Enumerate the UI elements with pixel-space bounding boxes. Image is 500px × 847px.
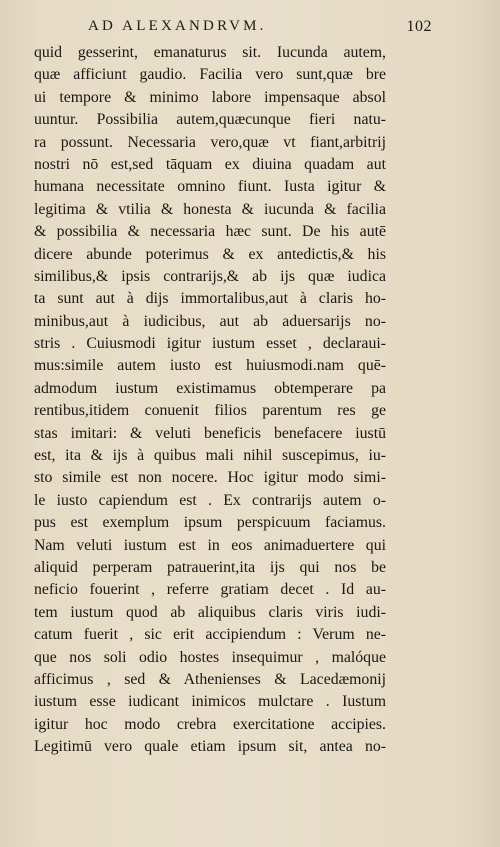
text-line: nostri nō est,sed tāquam ex diuina quadam aut bbox=[34, 155, 386, 173]
running-title: AD ALEXANDRVM. bbox=[88, 18, 267, 34]
text-line: uuntur. Possibilia autem,quæcunque fieri natu- bbox=[34, 111, 386, 129]
text-line: & possibilia & necessaria hæc sunt. De his autē bbox=[34, 223, 386, 241]
text-line: quæ afficiunt gaudio. Facilia vero sunt,quæ bre bbox=[34, 66, 386, 84]
text-line: catum fuerit , sic erit accipiendum : Verum ne- bbox=[34, 626, 386, 644]
text-line: rentibus,itidem conuenit filios parentum res ge bbox=[34, 402, 386, 420]
text-line: ra possunt. Necessaria vero,quæ vt fiant,arbitrij bbox=[34, 133, 386, 151]
text-line: similibus,& ipsis contrarijs,& ab ijs quæ iudica bbox=[34, 267, 386, 285]
text-line: minibus,aut à iudicibus, aut ab aduersarijs no- bbox=[34, 312, 386, 330]
text-line: stas imitari: & veluti beneficis benefacere iustū bbox=[34, 424, 386, 442]
text-line: igitur hoc modo crebra exercitatione accipies. bbox=[34, 715, 386, 733]
text-line: admodum iustum existimamus obtemperare pa bbox=[34, 379, 386, 397]
text-line: pus est exemplum ipsum perspicuum faciamus. bbox=[34, 514, 386, 532]
text-line: Nam veluti iustum est in eos animaduertere qui bbox=[34, 536, 386, 554]
text-line: dicere abunde poterimus & ex antedictis,& his bbox=[34, 245, 386, 263]
text-line: legitima & vtilia & honesta & iucunda & facilia bbox=[34, 200, 386, 218]
text-line: ta sunt aut à dijs immortalibus,aut à claris ho- bbox=[34, 290, 386, 308]
text-line: afficimus , sed & Athenienses & Lacedæmonij bbox=[34, 670, 386, 688]
page-header bbox=[88, 18, 432, 40]
text-line: ui tempore & minimo labore impensaque absol bbox=[34, 88, 386, 106]
text-line: quid gesserint, emanaturus sit. Iucunda autem, bbox=[34, 44, 386, 61]
text-line: neficio fouerint , referre gratiam decet . Id au- bbox=[34, 581, 386, 599]
text-line: aliquid perperam patrauerint,ita ijs qui nos be bbox=[34, 558, 386, 576]
body-text bbox=[34, 42, 386, 759]
text-line: iustum esse iudicant inimicos mulctare . Iustum bbox=[34, 693, 386, 711]
text-line: stris . Cuiusmodi igitur iustum esset , declaraui- bbox=[34, 335, 386, 353]
text-line: que nos soli odio hostes insequimur , malóque bbox=[34, 648, 386, 666]
text-line: humana necessitate omnino fiunt. Iusta igitur & bbox=[34, 178, 386, 196]
text-line: Legitimū vero quale etiam ipsum sit, antea no- bbox=[34, 738, 386, 756]
text-line: mus:simile autem iusto est huiusmodi.nam quē- bbox=[34, 357, 386, 375]
text-line: tem iustum quod ab aliquibus claris viris iudi- bbox=[34, 603, 386, 621]
text-line: est, ita & ijs à quibus mali nihil suscepimus, iu- bbox=[34, 447, 386, 465]
text-line: le iusto capiendum est . Ex contrarijs autem o- bbox=[34, 491, 386, 509]
page-number: 102 bbox=[406, 18, 432, 35]
text-line: sto simile est non nocere. Hoc igitur modo simi- bbox=[34, 469, 386, 487]
